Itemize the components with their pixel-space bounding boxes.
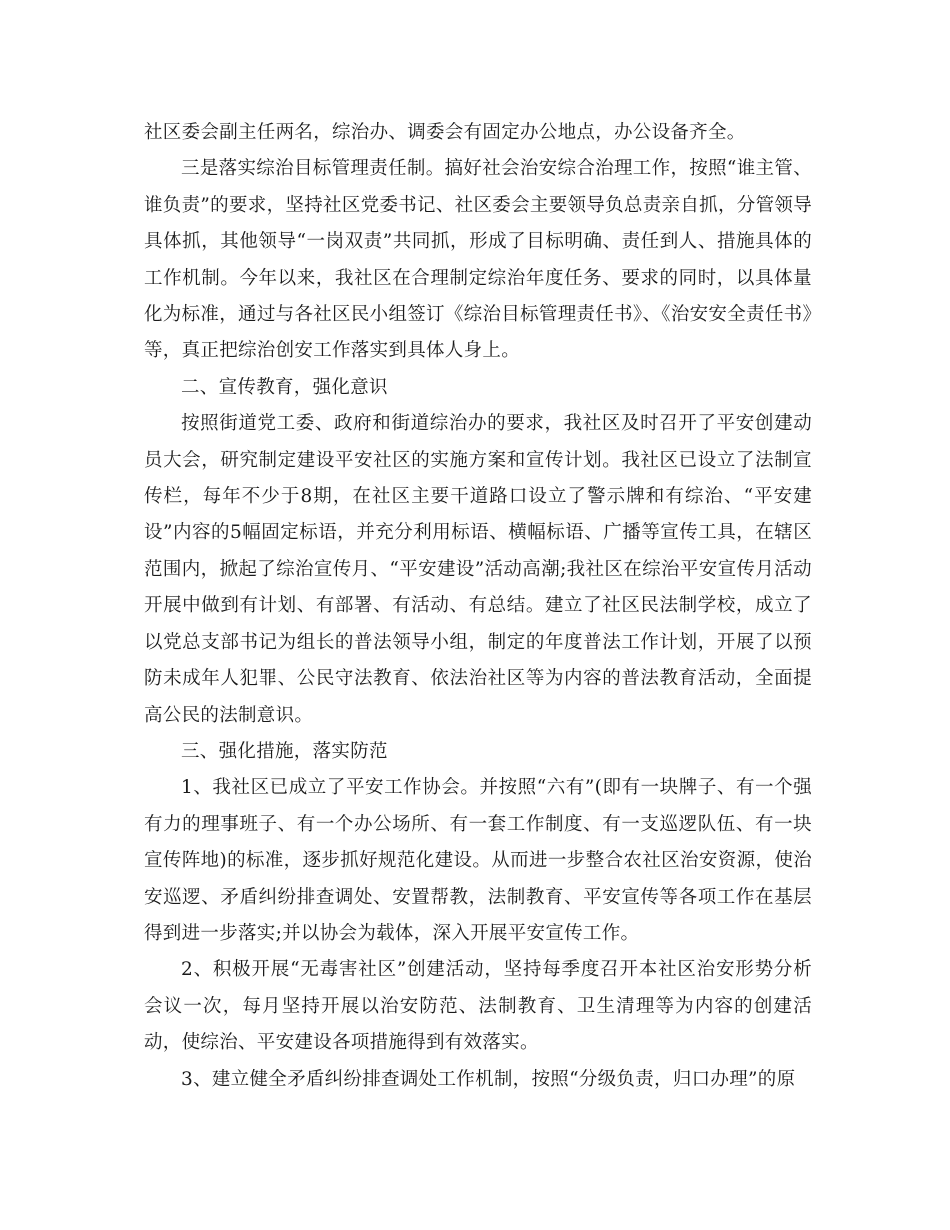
paragraph-responsibility-system: 三是落实综治目标管理责任制。搞好社会治安综合治理工作，按照“谁主管、谁负责”的要求，坚持社区党委书记、社区委会主要领导负总责亲自抓，分管领导具体抓，其他领导“一岗双责”共同抓，形成了目标明确、责任到人、措施具体的工作机制。今年以来，我社区在合理制定综治年度任务、要求的同时，以具体量化为标准，通过与各社区民小组签订《综治目标管理责任书》、《治安安全责任书》等，真正把综治创安工作落实到具体人身上。 (144, 158, 812, 362)
paragraph-continuation: 社区委会副主任两名，综治办、调委会有固定办公地点，办公设备齐全。 (144, 122, 746, 143)
paragraph-item-3: 3、建立健全矛盾纠纷排查调处工作机制，按照“分级负责，归口办理”的原 (181, 1068, 796, 1090)
section-heading-publicity-education: 二、宣传教育，强化意识 (181, 376, 388, 398)
paragraph-item-1: 1、我社区已成立了平安工作协会。并按照“六有”(即有一块牌子、有一个强有力的理事班子、有一个办公场所、有一套工作制度、有一支巡逻队伍、有一块宣传阵地)的标准，逐步抓好规范化建设。从而进一步整合农社区治安资源，使治安巡逻、矛盾纠纷排查调处、安置帮教，法制教育、平安宣传等各项工作在基层得到进一步落实;并以协会为载体，深入开展平安宣传工作。 (144, 777, 812, 944)
paragraph-item-2: 2、积极开展“无毒害社区”创建活动，坚持每季度召开本社区治安形势分析会议一次，每月坚持开展以治安防范、法制教育、卫生清理等为内容的创建活动，使综治、平安建设各项措施得到有效落实。 (144, 959, 812, 1054)
paragraph-publicity-education: 按照街道党工委、政府和街道综治办的要求，我社区及时召开了平安创建动员大会，研究制定建设平安社区的实施方案和宣传计划。我社区已设立了法制宣传栏，每年不少于8期，在社区主要干道路口设立了警示牌和有综治、“平安建设”内容的5幅固定标语，并充分利用标语、横幅标语、广播等宣传工具，在辖区范围内，掀起了综治宣传月、“平安建设”活动高潮;我社区在综治平安宣传月活动开展中做到有计划、有部署、有活动、有总结。建立了社区民法制学校，成立了以党总支部书记为组长的普法领导小组，制定的年度普法工作计划，开展了以预防未成年人犯罪、公民守法教育、依法治社区等为内容的普法教育活动，全面提高公民的法制意识。 (144, 413, 812, 726)
document-body (144, 115, 812, 1098)
section-heading-strengthen-measures: 三、强化措施，落实防范 (181, 740, 388, 762)
